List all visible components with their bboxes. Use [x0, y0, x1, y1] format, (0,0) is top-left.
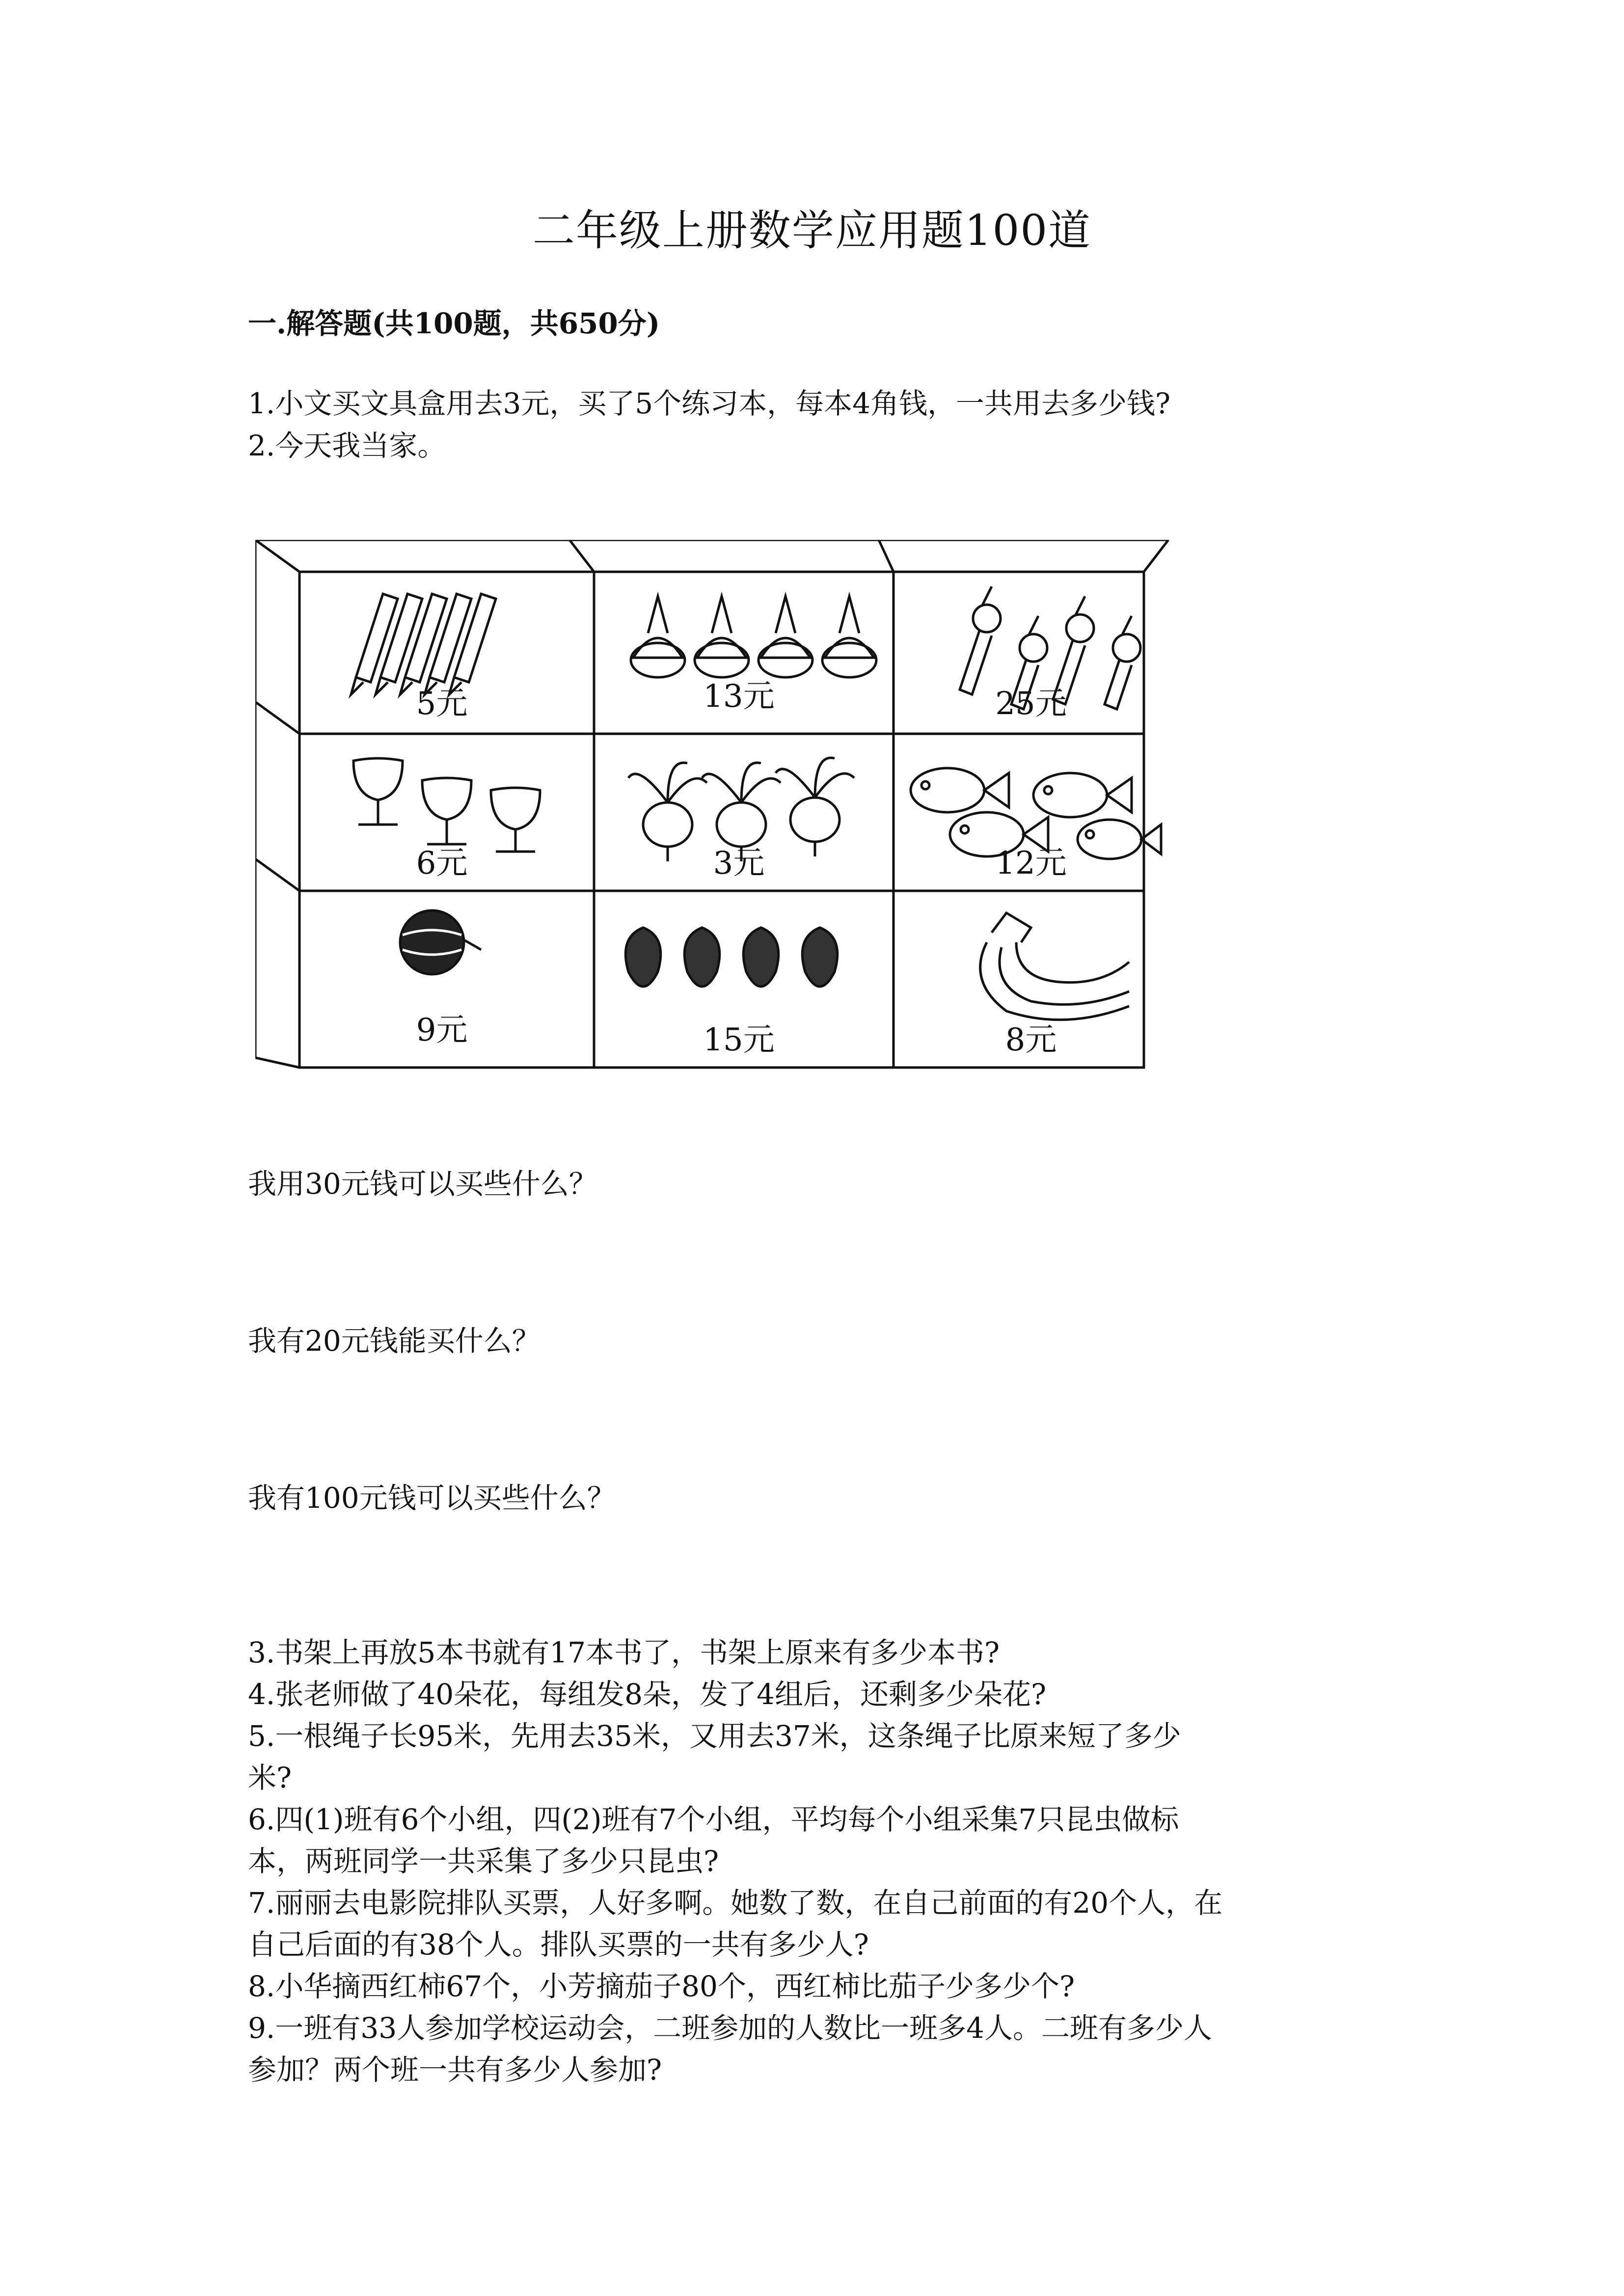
pencils-icon [351, 594, 496, 694]
question-2b: 我有20元钱能买什么？ [248, 1324, 541, 1358]
question-3: 3.书架上再放5本书就有17本书了，书架上原来有多少本书? [248, 1636, 1000, 1669]
question-8: 8.小华摘西红柿67个，小芳摘茄子80个，西红柿比茄子少多少个? [248, 1970, 1075, 2003]
bananas-icon [980, 913, 1129, 1020]
goblets-icon [353, 758, 540, 852]
question-1: 1.小文买文具盒用去3元，买了5个练习本，每本4角钱，一共用去多少钱? [248, 387, 1171, 420]
question-6-line2: 本，两班同学一共采集了多少只昆虫? [248, 1844, 719, 1878]
watermelon-icon [400, 910, 481, 974]
price-label-bananas: 8元 [1005, 1022, 1057, 1058]
question-7-line2: 自己后面的有38个人。排队买票的一共有多少人? [248, 1928, 869, 1961]
question-5-line2: 米? [248, 1761, 292, 1794]
price-label-goblets: 6元 [416, 845, 468, 881]
price-label-radishes: 3元 [713, 845, 765, 881]
price-label-watermelon: 9元 [416, 1012, 468, 1048]
question-2: 2.今天我当家。 [248, 429, 446, 462]
question-6-line1: 6.四(1)班有6个小组，四(2)班有7个小组，平均每个小组采集7只昆虫做标 [248, 1803, 1179, 1836]
price-shelf-illustration [255, 540, 1178, 1075]
question-2c: 我有100元钱可以买些什么？ [248, 1481, 616, 1515]
section-heading: 一.解答题(共100题，共650分) [248, 307, 660, 340]
question-4: 4.张老师做了40朵花，每组发8朵，发了4组后，还剩多少朵花? [248, 1678, 1047, 1711]
question-9-line2: 参加？两个班一共有多少人参加? [248, 2053, 662, 2086]
question-5-line1: 5.一根绳子长95米，先用去35米，又用去37米，这条绳子比原来短了多少 [248, 1719, 1181, 1753]
cakes-icon [631, 596, 876, 677]
question-9-line1: 9.一班有33人参加学校运动会，二班参加的人数比一班多4人。二班有多少人 [248, 2011, 1213, 2045]
price-label-strawberries: 15元 [703, 1022, 775, 1058]
strawberries-icon [625, 928, 837, 987]
price-label-pencils: 5元 [416, 686, 468, 722]
page-title: 二年级上册数学应用题100道 [532, 206, 1092, 255]
price-label-fish: 12元 [995, 845, 1067, 881]
question-7-line1: 7.丽丽去电影院排队买票，人好多啊。她数了数，在自己前面的有20个人，在 [248, 1886, 1223, 1920]
question-2a: 我用30元钱可以买些什么？ [248, 1167, 597, 1201]
price-label-watches: 25元 [995, 686, 1067, 722]
price-label-cakes: 13元 [703, 678, 775, 715]
